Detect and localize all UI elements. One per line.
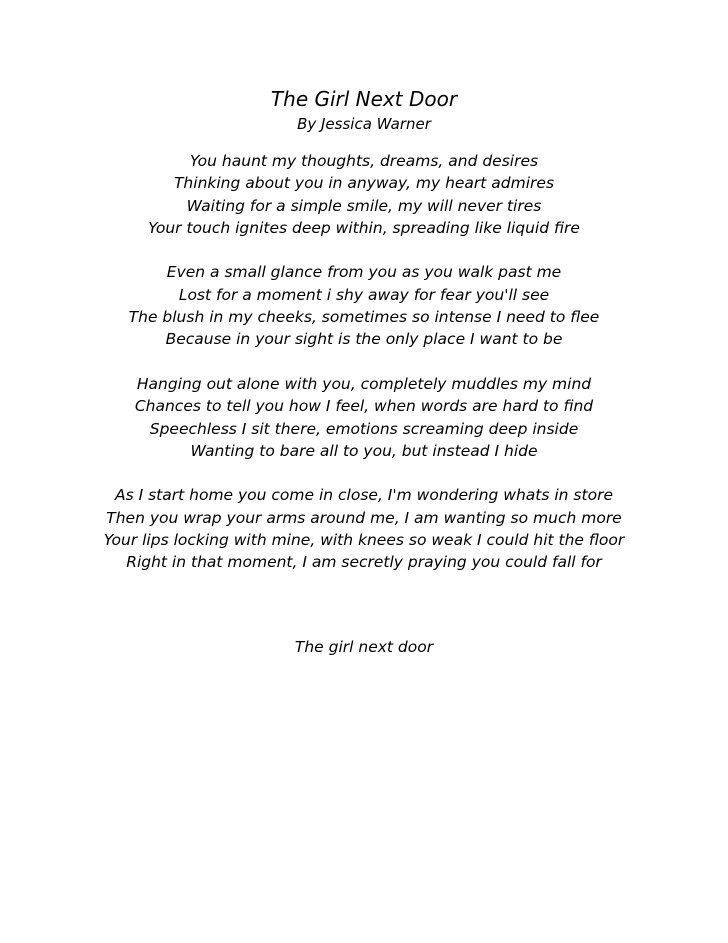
poem-line: Wanting to bare all to you, but instead I hide: [190, 441, 538, 460]
poem-line: Waiting for a simple smile, my will never tires: [186, 196, 542, 215]
poem-line: Because in your sight is the only place I want to be: [165, 330, 563, 349]
poem-line: Lost for a moment i shy away for fear you'll see: [178, 285, 550, 304]
poem-line: Thinking about you in anyway, my heart admires: [173, 174, 555, 193]
poem-body: [100, 150, 628, 596]
stanza-3: [100, 373, 628, 462]
poem-line: The blush in my cheeks, sometimes so intense I need to flee: [128, 308, 600, 327]
stanza-1: [100, 150, 628, 239]
poem-line: Speechless I sit there, emotions screaming deep inside: [149, 419, 579, 438]
poem-author: By Jessica Warner: [297, 115, 431, 133]
poem-title: The Girl Next Door: [270, 87, 458, 111]
poem-line: Chances to tell you how I feel, when words are hard to find: [134, 397, 594, 416]
poem-line: Even a small glance from you as you walk past me: [166, 263, 562, 282]
poem-line: Then you wrap your arms around me, I am wanting so much more: [106, 508, 622, 527]
stanza-2: [100, 261, 628, 350]
poem-line: You haunt my thoughts, dreams, and desires: [189, 152, 539, 170]
poem-line: Your touch ignites deep within, spreading like liquid fire: [148, 218, 580, 237]
stanza-4: [100, 484, 628, 573]
poem-line: Your lips locking with mine, with knees so weak I could hit the floor: [103, 531, 625, 550]
poem-closing-line: The girl next door: [294, 638, 434, 656]
poem-line: As I start home you come in close, I'm wondering whats in store: [115, 486, 613, 505]
poem-line: Hanging out alone with you, completely muddles my mind: [136, 374, 592, 393]
poem-line: Right in that moment, I am secretly praying you could fall for: [126, 553, 602, 572]
